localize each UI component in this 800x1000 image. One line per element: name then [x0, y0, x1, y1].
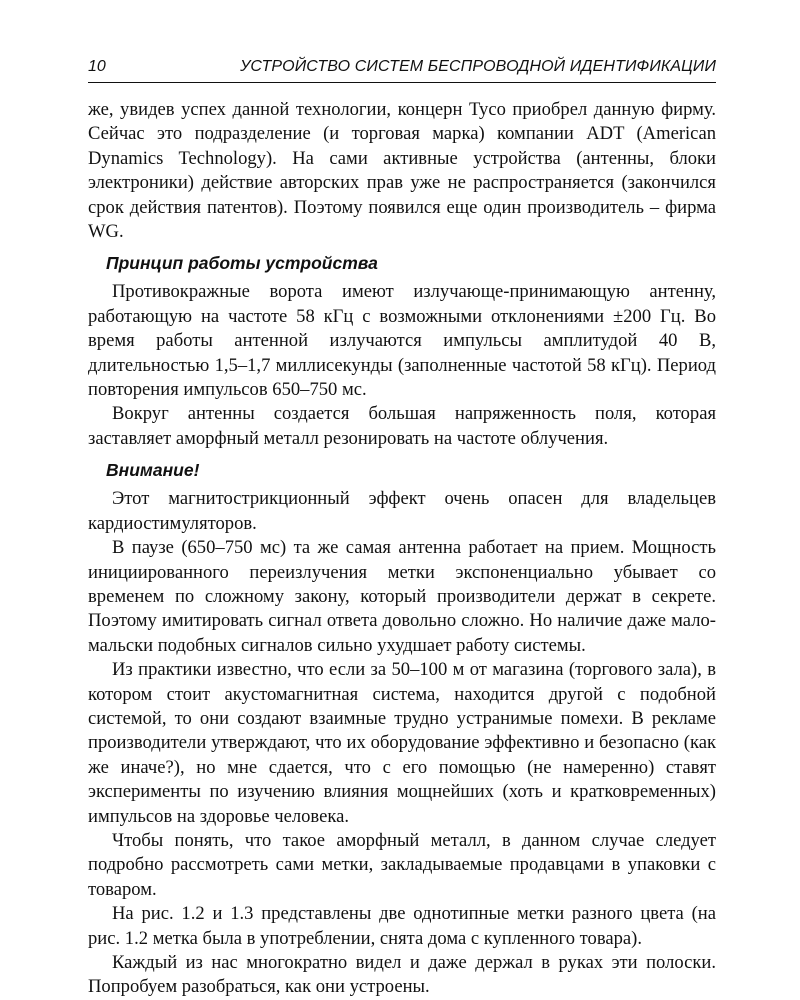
paragraph-figures: На рис. 1.2 и 1.3 представлены две однотипные метки разного цвета (на рис. 1.2 метка была в употреблении, снята дома с купленного товара).	[88, 903, 716, 949]
paragraph-practice: Из практики известно, что если за 50–100 м от магазина (торгового зала), в котором стоит акустомагнитная система, находится другой с подобной системой, то они создают взаимные трудно устранимые помехи. В рекламе производители утверждают, что их оборудование эффективно и безопасно (как же иначе?), но мне сдается, что с его помощью (не намеренно) ставят эксперименты по изучению влияния мощнейших (хоть и кратковременных) импульсов на здоровье человека.	[88, 659, 716, 827]
page-number: 10	[88, 58, 106, 75]
running-header	[88, 56, 716, 83]
paragraph-field: Вокруг антенны создается большая напряженность поля, которая заставляет аморфный металл резонировать на частоте облучения.	[88, 403, 716, 449]
paragraph-principle: Противокражные ворота имеют излучающе-принимающую антенну, работающую на частоте 58 кГц с возможными отклонениями ±200 Гц. Во время работы антенной излучаются импульсы амплитудой 40 В, длительностью 1,5–1,7 миллисекунды (заполненные частотой 58 кГц). Период повторения импульсов 650–750 мс.	[88, 281, 716, 401]
paragraph-amorphous: Чтобы понять, что такое аморфный металл, в данном случае следует подробно рассмотреть сами метки, закладываемые продавцами в упаковки с товаром.	[88, 829, 716, 900]
paragraph-warning: Этот магнитострикционный эффект очень опасен для владельцев кардиостимуляторов.	[88, 488, 716, 534]
section-heading-principle: Принцип работы устройства	[106, 253, 378, 274]
page-body	[88, 98, 716, 1000]
running-title: УСТРОЙСТВО СИСТЕМ БЕСПРОВОДНОЙ ИДЕНТИФИКАЦИИ	[240, 58, 716, 75]
paragraph-strips: Каждый из нас многократно видел и даже держал в руках эти полоски. Попробуем разобраться, как они устроены.	[88, 952, 716, 998]
paragraph-intro: же, увидев успех данной технологии, концерн Tyco приобрел данную фирму. Сейчас это подразделение (и торговая марка) компании ADT (American Dynamics Technology). На сами активные устройства (антенны, блоки электроники) действие авторских прав уже не распространяется (закончился срок действия патентов). Поэтому появился еще один производитель – фирма WG.	[88, 99, 716, 243]
paragraph-pause: В паузе (650–750 мс) та же самая антенна работает на прием. Мощность инициированного переизлучения метки экспоненциально убывает со временем по сложному закону, который производители держат в секрете. Поэтому имитировать сигнал ответа довольно сложно. Но наличие даже мало-мальски подобных сигналов сильно ухудшает работу системы.	[88, 537, 716, 656]
section-heading-warning: Внимание!	[106, 460, 200, 481]
